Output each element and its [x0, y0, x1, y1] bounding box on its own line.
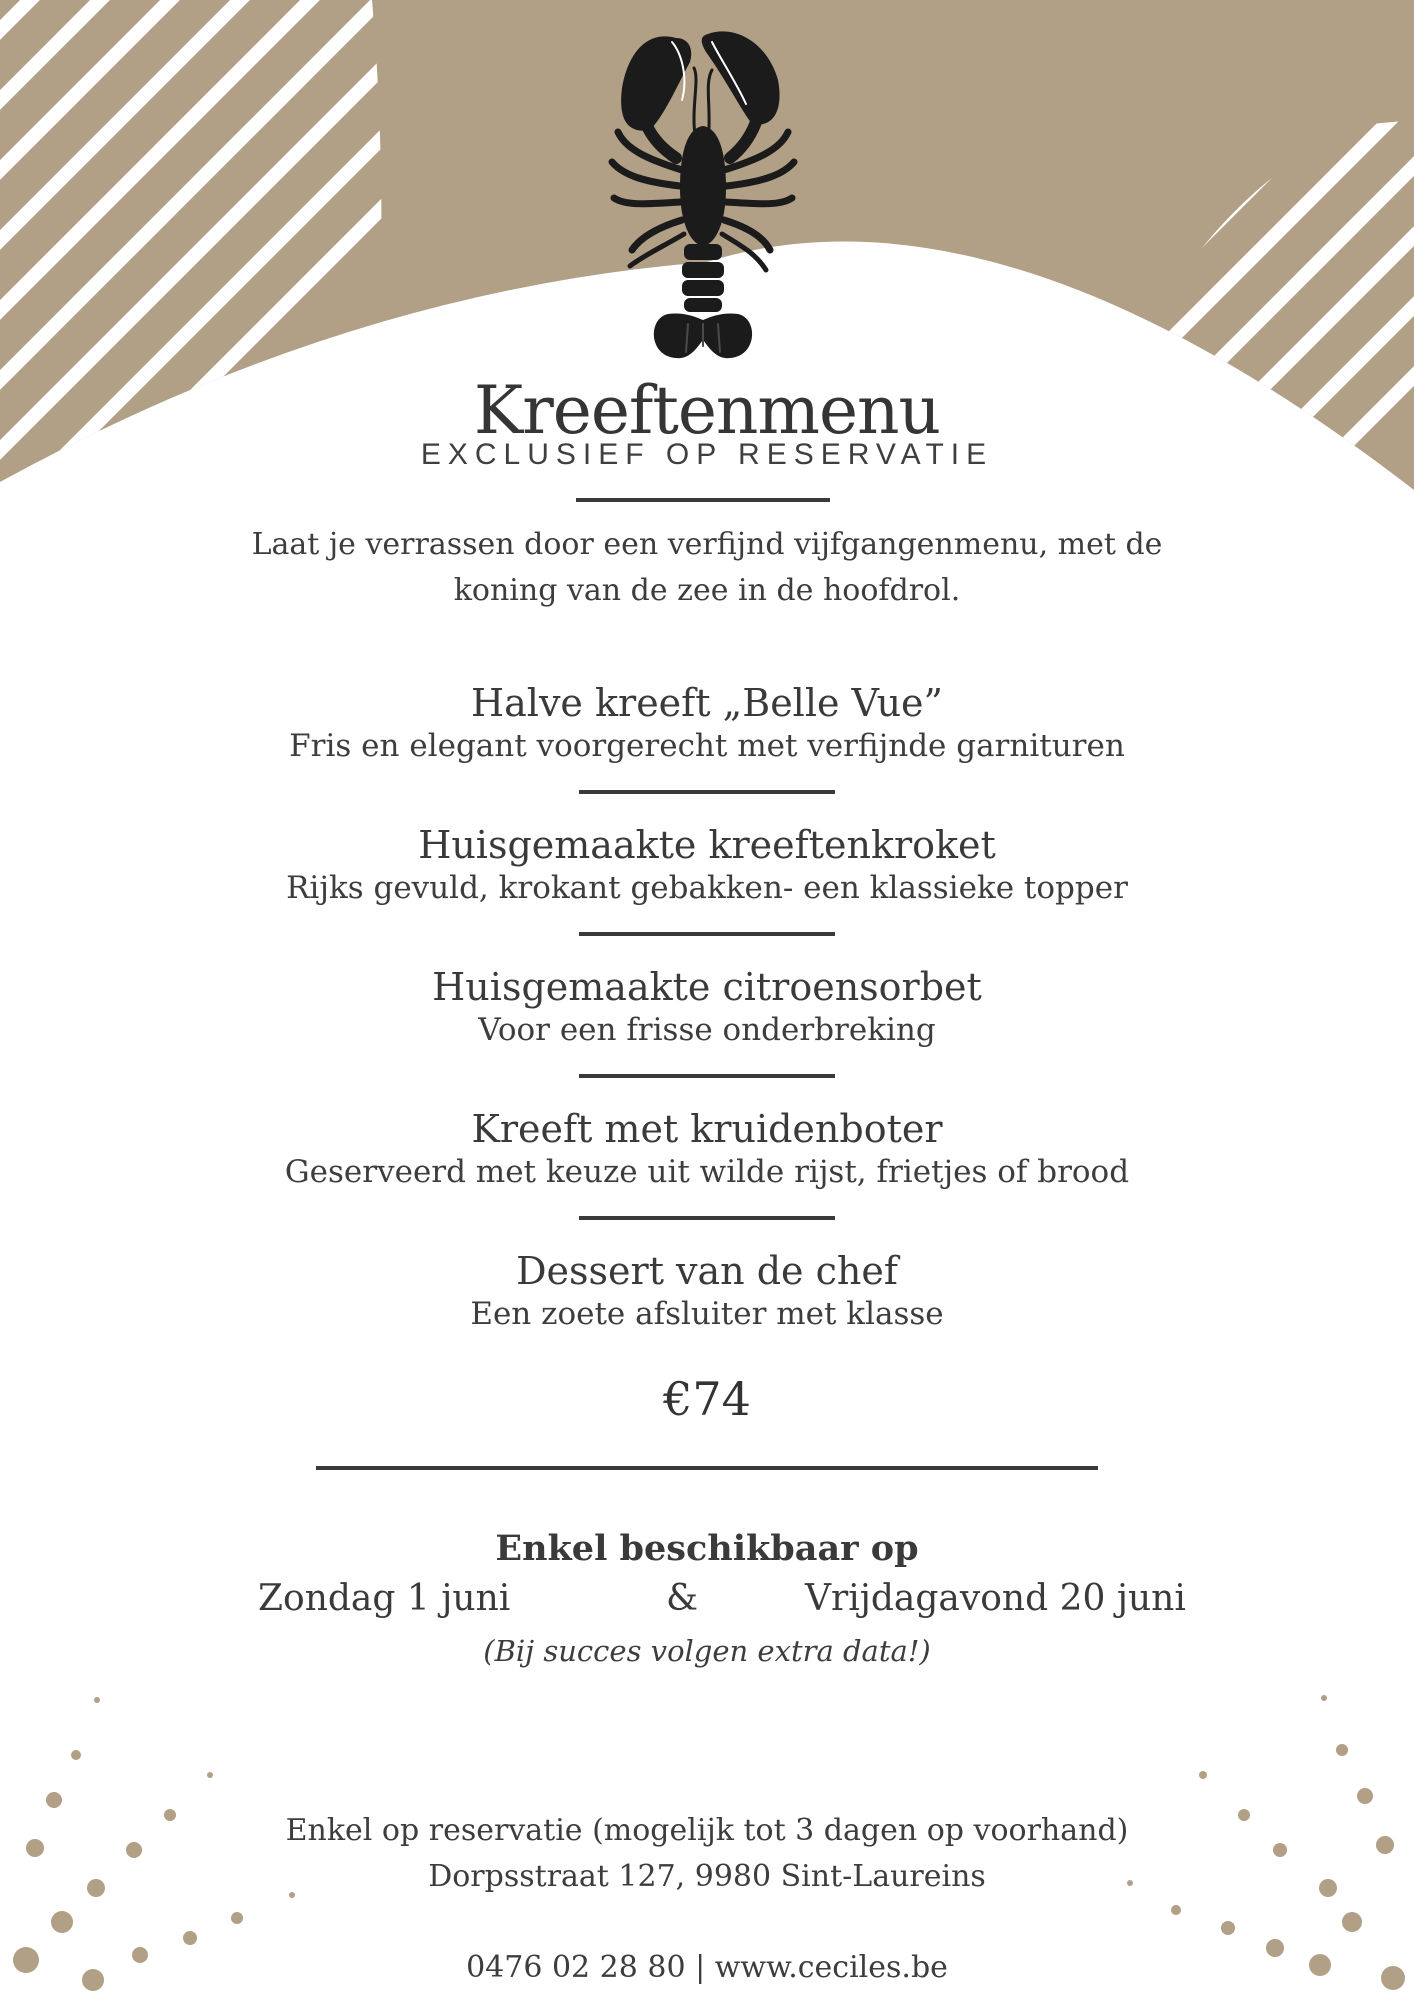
- course-divider: [579, 1216, 835, 1220]
- intro-line: Laat je verrassen door een verfijnd vijfgangenmenu, met de: [251, 527, 1163, 562]
- course-divider: [579, 790, 835, 794]
- title-divider: [576, 498, 830, 502]
- course-item: [0, 1248, 1414, 1334]
- price-divider: [316, 1466, 1098, 1470]
- course-item: [0, 964, 1414, 1050]
- availability-ampersand: &: [666, 1578, 699, 1619]
- course-divider: [579, 1074, 835, 1078]
- course-description: Voor een frisse onderbreking: [478, 1012, 936, 1048]
- contact-info: 0476 02 28 80 | www.ceciles.be: [466, 1950, 948, 1985]
- course-name: Huisgemaakte kreeftenkroket: [418, 823, 996, 867]
- course-name: Halve kreeft „Belle Vue”: [471, 681, 943, 725]
- course-name: Dessert van de chef: [516, 1249, 898, 1293]
- course-item: [0, 680, 1414, 766]
- availability-date-2: Vrijdagavond 20 juni: [805, 1578, 1186, 1619]
- availability-date-1: Zondag 1 juni: [258, 1578, 511, 1619]
- course-item: [0, 1106, 1414, 1192]
- course-description: Fris en elegant voorgerecht met verfijnde garnituren: [289, 728, 1125, 764]
- course-description: Geserveerd met keuze uit wilde rijst, frietjes of brood: [284, 1154, 1130, 1190]
- page-subtitle: EXCLUSIEF OP RESERVATIE: [420, 438, 994, 471]
- intro-line: koning van de zee in de hoofdrol.: [453, 573, 961, 608]
- footer-info: [0, 1808, 1414, 1900]
- intro-text: [0, 522, 1414, 614]
- course-description: Een zoete afsluiter met klasse: [470, 1296, 944, 1332]
- course-name: Huisgemaakte citroensorbet: [432, 965, 982, 1009]
- address: Dorpsstraat 127, 9980 Sint-Laureins: [428, 1859, 986, 1894]
- menu-price: €74: [663, 1372, 751, 1426]
- course-name: Kreeft met kruidenboter: [471, 1107, 943, 1151]
- course-item: [0, 822, 1414, 908]
- availability-title: Enkel beschikbaar op: [495, 1528, 919, 1569]
- course-divider: [579, 932, 835, 936]
- course-list: [0, 680, 1414, 1334]
- reservation-info: Enkel op reservatie (mogelijk tot 3 dagen op voorhand): [285, 1813, 1129, 1848]
- availability-note: (Bij succes volgen extra data!): [483, 1634, 931, 1668]
- course-description: Rijks gevuld, krokant gebakken- een klassieke topper: [286, 870, 1128, 906]
- page-title: Kreeftenmenu: [473, 372, 941, 449]
